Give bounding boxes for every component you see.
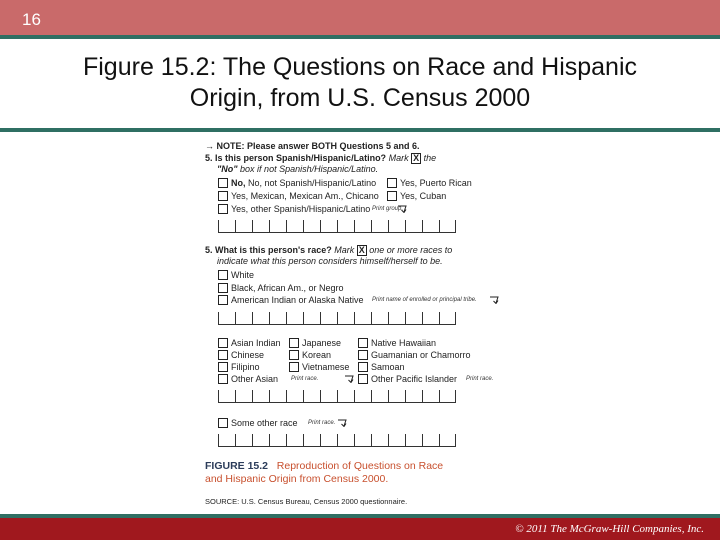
q5-mark-box: X <box>413 153 420 163</box>
write-in-boxes-race[interactable] <box>218 390 456 404</box>
option-chinese: Chinese <box>231 350 265 360</box>
option-asian-indian: Asian Indian <box>231 338 281 348</box>
arrow-down-icon <box>338 419 348 427</box>
q6-mark-rest: one or more races to <box>369 245 453 255</box>
print-race-instruction-1: Print race. <box>291 376 319 382</box>
write-in-boxes-hispanic[interactable] <box>218 220 456 234</box>
option-black: Black, African Am., or Negro <box>231 283 344 293</box>
top-bar <box>0 0 720 35</box>
option-no-hispanic: No, No, not Spanish/Hispanic/Latino <box>231 178 377 188</box>
option-american-indian: American Indian or Alaska Native <box>231 295 364 305</box>
checkbox-some-other-race[interactable] <box>218 418 228 428</box>
slide-title <box>20 52 700 114</box>
checkbox-chinese[interactable] <box>218 350 228 360</box>
caption-text-1: Reproduction of Questions on Race <box>276 460 444 472</box>
q5-line2-rest: box if not Spanish/Hispanic/Latino. <box>240 164 379 174</box>
checkbox-guamanian[interactable] <box>358 350 368 360</box>
option-cuban: Yes, Cuban <box>400 191 447 201</box>
option-guamanian: Guamanian or Chamorro <box>371 350 471 360</box>
checkbox-asian-indian[interactable] <box>218 338 228 348</box>
option-filipino: Filipino <box>231 362 260 372</box>
checkbox-korean[interactable] <box>289 350 299 360</box>
checkbox-other-asian[interactable] <box>218 374 228 384</box>
q6-question-line-2: indicate what this person considers himself/herself to be. <box>217 256 443 266</box>
checkbox-mexican[interactable] <box>218 191 228 201</box>
option-mexican: Yes, Mexican, Mexican Am., Chicano <box>231 191 379 201</box>
write-in-boxes-other-race[interactable] <box>218 434 456 448</box>
title-line-2: Origin, from U.S. Census 2000 <box>189 84 531 112</box>
q5-mark-rest: the <box>423 153 437 163</box>
q5-number: 5. <box>205 153 213 163</box>
figure-source: SOURCE: U.S. Census Bureau, Census 2000 questionnaire. <box>205 497 408 506</box>
checkbox-american-indian[interactable] <box>218 295 228 305</box>
q5-question-text: Is this person Spanish/Hispanic/Latino? <box>215 153 387 163</box>
checkbox-black[interactable] <box>218 283 228 293</box>
option-some-other-race: Some other race <box>231 418 298 428</box>
option-native-hawaiian: Native Hawaiian <box>371 338 437 348</box>
form-note: → NOTE: Please answer BOTH Questions 5 and 6. <box>205 141 420 151</box>
copyright-notice: © 2011 The McGraw-Hill Companies, Inc. <box>515 523 704 535</box>
checkbox-other-pacific[interactable] <box>358 374 368 384</box>
option-vietnamese: Vietnamese <box>302 362 350 372</box>
census-form-figure <box>200 138 494 514</box>
option-samoan: Samoan <box>371 362 405 372</box>
checkbox-puerto-rican[interactable] <box>387 178 397 188</box>
print-race-instruction-2: Print race. <box>466 376 494 382</box>
checkbox-japanese[interactable] <box>289 338 299 348</box>
q5-no-word: "No" <box>217 164 238 174</box>
q6-mark-word: Mark <box>334 245 355 255</box>
arrow-down-icon <box>490 296 500 304</box>
option-other-asian: Other Asian <box>231 374 279 384</box>
option-white: White <box>231 270 255 280</box>
option-other-hispanic: Yes, other Spanish/Hispanic/Latino <box>231 204 371 214</box>
checkbox-vietnamese[interactable] <box>289 362 299 372</box>
caption-text-2: and Hispanic Origin from Census 2000. <box>205 473 389 485</box>
checkbox-native-hawaiian[interactable] <box>358 338 368 348</box>
print-race-instruction-3: Print race. <box>308 420 336 426</box>
top-accent-rule <box>0 35 720 39</box>
arrow-down-icon <box>398 205 408 213</box>
q5-question-line <box>205 153 436 164</box>
q5-question-line-2 <box>217 164 378 174</box>
figure-label: FIGURE 15.2 <box>205 460 269 472</box>
option-no-hispanic-label: No, not Spanish/Hispanic/Latino <box>248 178 377 188</box>
option-korean: Korean <box>302 350 332 360</box>
option-other-pacific: Other Pacific Islander <box>371 374 458 384</box>
q6-question-line <box>205 245 452 256</box>
checkbox-samoan[interactable] <box>358 362 368 372</box>
checkbox-no-hispanic[interactable] <box>218 178 228 188</box>
q5-mark-word: Mark <box>388 153 409 163</box>
title-line-1: Figure 15.2: The Questions on Race and Hispanic <box>82 53 638 81</box>
print-group-instruction: Print group. <box>372 206 404 212</box>
title-rule <box>0 128 720 132</box>
print-tribe-instruction: Print name of enrolled or principal tribe. <box>372 297 477 303</box>
checkbox-filipino[interactable] <box>218 362 228 372</box>
write-in-boxes-tribe[interactable] <box>218 312 456 326</box>
option-japanese: Japanese <box>302 338 342 348</box>
checkbox-white[interactable] <box>218 270 228 280</box>
checkbox-cuban[interactable] <box>387 191 397 201</box>
arrow-down-icon <box>345 375 355 383</box>
option-puerto-rican: Yes, Puerto Rican <box>400 178 472 188</box>
q6-question-text: What is this person's race? <box>215 245 332 255</box>
checkbox-other-hispanic[interactable] <box>218 204 228 214</box>
q6-mark-box: X <box>358 245 365 255</box>
q6-number: 5. <box>205 245 213 255</box>
figure-caption <box>205 460 443 486</box>
slide-number: 16 <box>22 10 41 29</box>
